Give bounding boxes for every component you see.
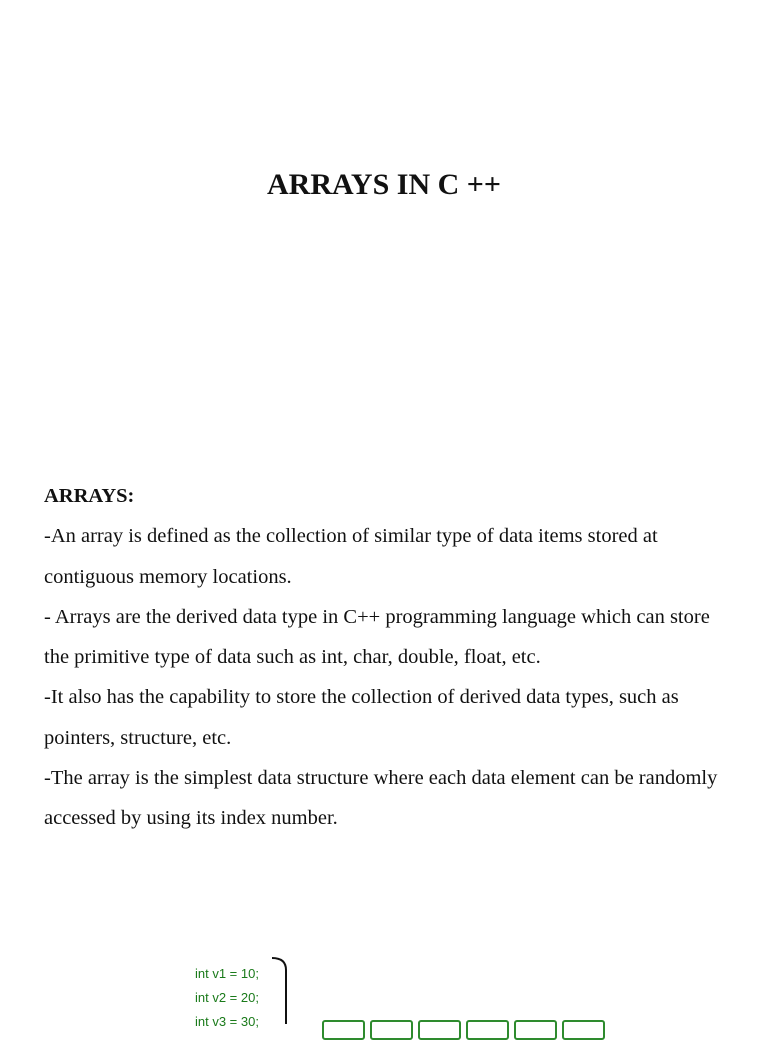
code-line: int v2 = 20; bbox=[195, 990, 259, 1005]
section-heading: ARRAYS: bbox=[44, 485, 135, 507]
array-cell bbox=[370, 1020, 413, 1040]
page-title: ARRAYS IN C ++ bbox=[267, 168, 501, 201]
right-brace-icon bbox=[268, 956, 298, 1024]
arrays-section bbox=[44, 476, 734, 839]
paragraph-capability: -It also has the capability to store the collection of derived data types, such as pointers, structure, etc. bbox=[44, 686, 679, 749]
paragraph-definition: -An array is defined as the collection of similar type of data items stored at contiguous memory locations. bbox=[44, 525, 658, 588]
paragraph-derived-type: - Arrays are the derived data type in C++ programming language which can store the primitive type of data such as int, char, double, float, etc. bbox=[44, 605, 710, 669]
paragraph-random-access: -The array is the simplest data structure where each data element can be randomly accessed by using its index number. bbox=[44, 767, 718, 830]
code-line: int v1 = 10; bbox=[195, 966, 259, 981]
array-cell bbox=[562, 1020, 605, 1040]
array-cell bbox=[466, 1020, 509, 1040]
array-cell bbox=[514, 1020, 557, 1040]
code-line: int v3 = 30; bbox=[195, 1014, 259, 1029]
array-cell bbox=[418, 1020, 461, 1040]
array-cell bbox=[322, 1020, 365, 1040]
code-snippet bbox=[195, 962, 259, 1034]
array-cells bbox=[322, 1020, 605, 1040]
